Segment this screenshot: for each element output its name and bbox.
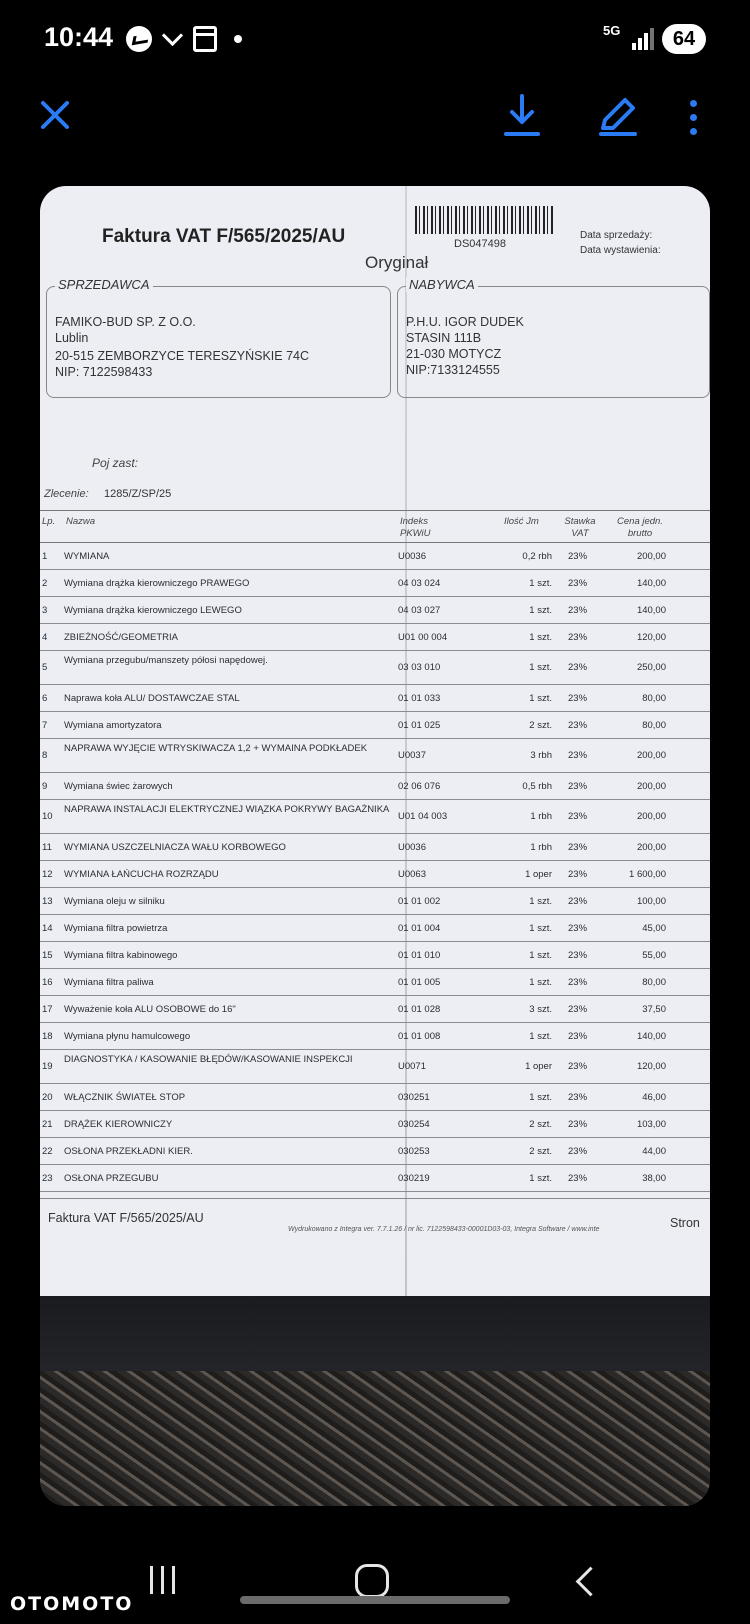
row-lp: 12: [42, 869, 53, 880]
table-row: [40, 739, 710, 773]
row-qty: 1 rbh: [530, 842, 552, 853]
download-icon[interactable]: [502, 94, 542, 138]
row-vat: 23%: [568, 781, 588, 792]
table-row: [40, 712, 710, 739]
recent-apps-icon[interactable]: [148, 1566, 178, 1596]
row-qty: 0,5 rbh: [522, 781, 552, 792]
row-name: DRĄŻEK KIEROWNICZY: [64, 1119, 173, 1130]
row-index: U0036: [398, 842, 426, 853]
row-vat: 23%: [568, 1031, 588, 1042]
photo-table-edge: [40, 1296, 710, 1376]
row-name: Wymiana przegubu/manszety półosi napędowej.: [64, 655, 268, 666]
row-vat: 23%: [568, 950, 588, 961]
row-lp: 18: [42, 1031, 53, 1042]
seller-name: FAMIKO-BUD SP. Z O.O.: [55, 315, 196, 329]
row-price: 200,00: [636, 750, 666, 761]
row-vat: 23%: [568, 811, 588, 822]
buyer-nip: NIP:7133124555: [406, 363, 500, 377]
row-price: 140,00: [636, 1031, 666, 1042]
row-name: OSŁONA PRZEKŁADNI KIER.: [64, 1146, 193, 1157]
footer-page: Stron: [670, 1216, 700, 1230]
row-vat: 23%: [568, 632, 588, 643]
row-lp: 20: [42, 1092, 53, 1103]
table-row: [40, 685, 710, 712]
row-vat: 23%: [568, 662, 588, 673]
chevron-down-icon: [160, 26, 186, 52]
row-name: DIAGNOSTYKA / KASOWANIE BŁĘDÓW/KASOWANIE INSPEKCJI: [64, 1054, 353, 1065]
row-name: Wymiana oleju w silniku: [64, 896, 165, 907]
network-type: 5G: [603, 23, 621, 38]
row-index: 03 03 010: [398, 662, 441, 673]
row-lp: 15: [42, 950, 53, 961]
table-row: [40, 1165, 710, 1192]
row-qty: 1 szt.: [529, 1092, 552, 1103]
signal-icon: [632, 28, 656, 50]
col-vat: Stawka VAT: [564, 516, 596, 539]
row-name: Wymiana świec żarowych: [64, 781, 173, 792]
barcode-number: DS047498: [454, 238, 506, 250]
table-row: [40, 1023, 710, 1050]
row-qty: 1 oper: [525, 869, 552, 880]
row-name: Wymiana amortyzatora: [64, 720, 162, 731]
row-name: NAPRAWA WYJĘCIE WTRYSKIWACZA 1,2 + WYMAINA PODKŁADEK: [64, 743, 368, 754]
row-vat: 23%: [568, 578, 588, 589]
row-lp: 11: [42, 842, 52, 853]
row-name: Wyważenie koła ALU OSOBOWE do 16": [64, 1004, 236, 1015]
row-index: 04 03 027: [398, 605, 441, 616]
row-price: 140,00: [636, 605, 666, 616]
row-qty: 0,2 rbh: [522, 551, 552, 562]
row-index: 01 01 025: [398, 720, 441, 731]
table-row: [40, 800, 710, 834]
row-lp: 17: [42, 1004, 53, 1015]
table-row: [40, 597, 710, 624]
row-qty: 1 szt.: [529, 923, 552, 934]
row-name: WŁĄCZNIK ŚWIATEŁ STOP: [64, 1092, 186, 1103]
status-time: 10:44: [44, 22, 114, 52]
invoice-document: [40, 186, 710, 1298]
row-name: NAPRAWA INSTALACJI ELEKTRYCZNEJ WIĄZKA POKRYWY BAGAŻNIKA: [64, 804, 390, 815]
seller-address: 20-515 ZEMBORZYCE TERESZYŃSKIE 74C: [55, 349, 310, 363]
row-vat: 23%: [568, 750, 588, 761]
row-qty: 1 oper: [525, 1061, 552, 1072]
row-vat: 23%: [568, 869, 588, 880]
table-row: [40, 915, 710, 942]
row-qty: 2 szt.: [529, 1119, 552, 1130]
order-label: Zlecenie:: [44, 488, 89, 500]
back-icon[interactable]: [572, 1566, 596, 1596]
row-index: 01 01 004: [398, 923, 441, 934]
row-lp: 8: [42, 750, 48, 761]
row-name: Wymiana drążka kierowniczego LEWEGO: [64, 605, 242, 616]
row-qty: 1 szt.: [529, 632, 552, 643]
buyer-label: NABYWCA: [406, 277, 478, 292]
row-lp: 23: [42, 1173, 53, 1184]
row-name: Wymiana filtra paliwa: [64, 977, 154, 988]
row-price: 120,00: [636, 1061, 666, 1072]
col-lp: Lp.: [42, 516, 56, 527]
copy-label: Oryginał: [365, 253, 429, 272]
order-number: 1285/Z/SP/25: [104, 488, 172, 500]
col-index: Indeks PKWiU: [400, 516, 431, 539]
table-row: [40, 651, 710, 685]
row-index: 030251: [398, 1092, 430, 1103]
row-vat: 23%: [568, 1119, 588, 1130]
row-lp: 9: [42, 781, 48, 792]
buyer-name: P.H.U. IGOR DUDEK: [406, 315, 524, 329]
row-qty: 2 szt.: [529, 1146, 552, 1157]
table-row: [40, 773, 710, 800]
table-row: [40, 861, 710, 888]
row-index: 01 01 010: [398, 950, 441, 961]
row-index: 030254: [398, 1119, 430, 1130]
table-row: [40, 1050, 710, 1084]
row-price: 200,00: [636, 842, 666, 853]
row-lp: 10: [42, 811, 53, 822]
row-index: U0037: [398, 750, 426, 761]
row-vat: 23%: [568, 1173, 588, 1184]
row-price: 250,00: [636, 662, 666, 673]
row-vat: 23%: [568, 896, 588, 907]
row-vat: 23%: [568, 923, 588, 934]
invoice-photo: [40, 186, 710, 1506]
row-qty: 1 szt.: [529, 896, 552, 907]
row-lp: 13: [42, 896, 53, 907]
notification-dot-icon: [234, 35, 242, 43]
status-bar: [0, 0, 750, 80]
row-name: Naprawa koła ALU/ DOSTAWCZAE STAL: [64, 693, 240, 704]
table-row: [40, 624, 710, 651]
row-index: U0063: [398, 869, 426, 880]
row-name: WYMIANA ŁAŃCUCHA ROZRZĄDU: [64, 869, 219, 880]
row-price: 46,00: [642, 1092, 666, 1103]
table-row: [40, 1138, 710, 1165]
row-index: 04 03 024: [398, 578, 441, 589]
row-vat: 23%: [568, 977, 588, 988]
buyer-box: [397, 277, 710, 398]
row-qty: 1 szt.: [529, 1173, 552, 1184]
row-qty: 3 rbh: [530, 750, 552, 761]
invoice-title: Faktura VAT F/565/2025/AU: [102, 226, 346, 247]
row-lp: 3: [42, 605, 48, 616]
footer-rule: [40, 1198, 710, 1199]
seller-box: [46, 277, 391, 398]
table-row: [40, 888, 710, 915]
row-vat: 23%: [568, 1092, 588, 1103]
row-qty: 3 szt.: [529, 1004, 552, 1015]
row-price: 200,00: [636, 811, 666, 822]
row-price: 200,00: [636, 551, 666, 562]
row-price: 1 600,00: [629, 869, 666, 880]
table-row: [40, 570, 710, 597]
table-row: [40, 1084, 710, 1111]
table-row: [40, 1111, 710, 1138]
row-index: 030219: [398, 1173, 430, 1184]
row-price: 80,00: [642, 693, 666, 704]
row-qty: 1 rbh: [530, 811, 552, 822]
row-price: 55,00: [642, 950, 666, 961]
photo-background-fabric: [40, 1371, 710, 1506]
row-name: Wymiana filtra powietrza: [64, 923, 168, 934]
row-lp: 22: [42, 1146, 53, 1157]
row-qty: 1 szt.: [529, 693, 552, 704]
row-price: 140,00: [636, 578, 666, 589]
row-qty: 1 szt.: [529, 578, 552, 589]
row-index: U01 04 003: [398, 811, 448, 822]
row-name: WYMIANA: [64, 551, 110, 562]
row-qty: 2 szt.: [529, 720, 552, 731]
row-index: 030253: [398, 1146, 430, 1157]
edit-icon[interactable]: [595, 94, 639, 138]
row-price: 44,00: [642, 1146, 666, 1157]
table-row: [40, 996, 710, 1023]
table-row: [40, 543, 710, 570]
row-index: U0036: [398, 551, 426, 562]
table-row: [40, 969, 710, 996]
row-name: WYMIANA USZCZELNIACZA WAŁU KORBOWEGO: [64, 842, 286, 853]
row-qty: 1 szt.: [529, 950, 552, 961]
battery-icon: 64: [662, 24, 706, 54]
row-name: ZBIEŻNOŚĆ/GEOMETRIA: [64, 632, 179, 643]
row-vat: 23%: [568, 720, 588, 731]
row-price: 200,00: [636, 781, 666, 792]
row-vat: 23%: [568, 842, 588, 853]
table-row: [40, 834, 710, 861]
home-indicator[interactable]: [240, 1596, 510, 1604]
col-price: Cena jedn. brutto: [617, 516, 663, 539]
row-lp: 7: [42, 720, 48, 731]
row-name: OSŁONA PRZEGUBU: [64, 1173, 159, 1184]
row-vat: 23%: [568, 551, 588, 562]
row-index: U01 00 004: [398, 632, 448, 643]
more-vert-icon[interactable]: [684, 98, 704, 138]
row-vat: 23%: [568, 1061, 588, 1072]
col-qty: Ilość Jm: [504, 516, 539, 527]
row-lp: 19: [42, 1061, 53, 1072]
dates-block: [580, 228, 661, 258]
seller-city: Lublin: [55, 331, 89, 345]
barcode-icon: [415, 206, 555, 234]
row-name: Wymiana drążka kierowniczego PRAWEGO: [64, 578, 250, 589]
poj-zast-label: Poj zast:: [92, 456, 139, 470]
row-price: 80,00: [642, 977, 666, 988]
row-vat: 23%: [568, 1146, 588, 1157]
row-index: 01 01 028: [398, 1004, 441, 1015]
col-name: Nazwa: [66, 516, 96, 527]
row-qty: 1 szt.: [529, 662, 552, 673]
buyer-city: 21-030 MOTYCZ: [406, 347, 502, 361]
row-lp: 6: [42, 693, 48, 704]
row-price: 120,00: [636, 632, 666, 643]
row-lp: 5: [42, 662, 48, 673]
row-lp: 1: [42, 551, 48, 562]
table-top-rule: [40, 510, 710, 511]
seller-label: SPRZEDAWCA: [55, 277, 153, 292]
table-row: [40, 942, 710, 969]
calendar-icon: [193, 26, 217, 52]
row-qty: 1 szt.: [529, 977, 552, 988]
viewer-toolbar: [0, 80, 750, 190]
row-price: 103,00: [636, 1119, 666, 1130]
row-lp: 4: [42, 632, 48, 643]
row-index: 01 01 008: [398, 1031, 441, 1042]
row-index: 01 01 005: [398, 977, 441, 988]
buyer-street: STASIN 111B: [406, 331, 482, 345]
row-price: 45,00: [642, 923, 666, 934]
row-vat: 23%: [568, 693, 588, 704]
row-lp: 2: [42, 578, 48, 589]
row-lp: 16: [42, 977, 53, 988]
messenger-icon: [126, 26, 152, 52]
home-icon[interactable]: [355, 1564, 389, 1598]
row-qty: 1 szt.: [529, 605, 552, 616]
row-price: 100,00: [636, 896, 666, 907]
footer-print-info: Wydrukowano z Integra ver. 7.7.1.26 / nr lic. 7122598433-00001D03-03, Integra Software / www.inte: [288, 1226, 600, 1233]
row-name: Wymiana filtra kabinowego: [64, 950, 178, 961]
row-index: 02 06 076: [398, 781, 441, 792]
row-index: U0071: [398, 1061, 426, 1072]
date-sale-label: Data sprzedaży:: [580, 230, 653, 241]
row-price: 80,00: [642, 720, 666, 731]
row-price: 37,50: [642, 1004, 666, 1015]
row-qty: 1 szt.: [529, 1031, 552, 1042]
row-lp: 21: [42, 1119, 53, 1130]
row-vat: 23%: [568, 605, 588, 616]
row-index: 01 01 033: [398, 693, 441, 704]
row-price: 38,00: [642, 1173, 666, 1184]
date-issue-label: Data wystawienia:: [580, 245, 661, 256]
seller-nip: NIP: 7122598433: [55, 365, 153, 379]
row-name: Wymiana płynu hamulcowego: [64, 1031, 191, 1042]
otomoto-watermark: OTOMOTO: [10, 1593, 134, 1615]
row-index: 01 01 002: [398, 896, 441, 907]
footer-title: Faktura VAT F/565/2025/AU: [48, 1211, 204, 1225]
close-icon[interactable]: [38, 98, 72, 132]
row-vat: 23%: [568, 1004, 588, 1015]
row-lp: 14: [42, 923, 53, 934]
